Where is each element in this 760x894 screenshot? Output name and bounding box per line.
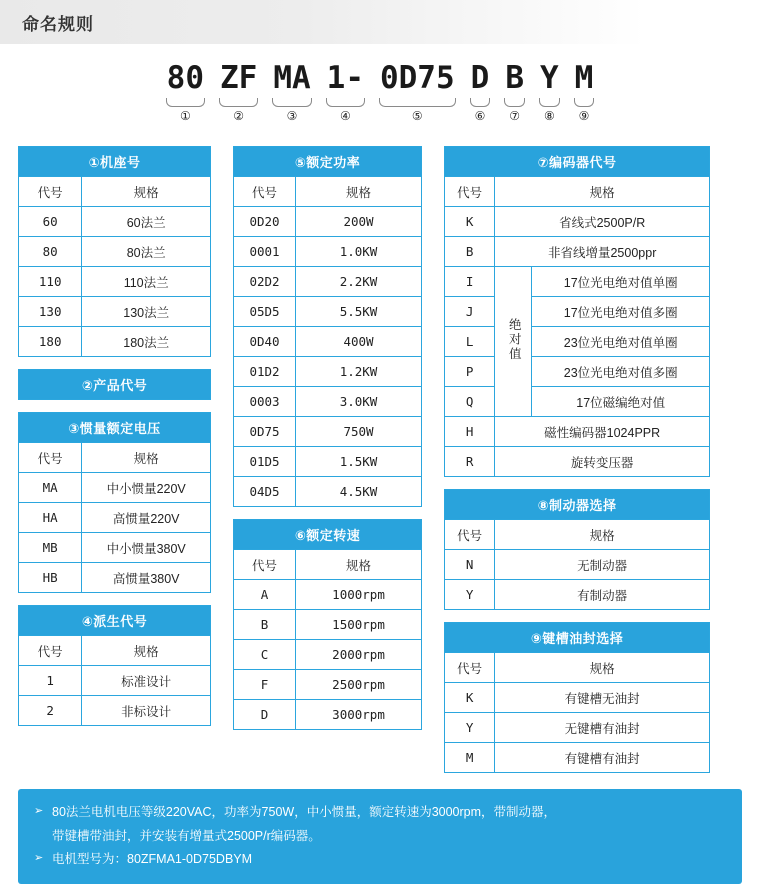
note-line-1: ➢ 80法兰电机电压等级220VAC，功率为750W，中小惯量，额定转速为3000rpm，带制动器，	[52, 801, 732, 825]
code-segment-index: ④	[339, 109, 351, 123]
table-caption: ⑧制动器选择	[445, 490, 710, 520]
table-row: 80 80法兰	[19, 237, 211, 267]
table-caption: ③惯量额定电压	[19, 413, 211, 443]
spec-tables	[0, 138, 760, 773]
table-encoder	[444, 146, 710, 477]
table-caption: ②产品代号	[19, 370, 211, 400]
model-code-breakdown	[0, 60, 760, 138]
code-segment-brace	[470, 98, 491, 107]
code-segment-4	[319, 60, 372, 123]
code-segment-index: ⑦	[509, 109, 521, 123]
table-row: 01D2 1.2KW	[234, 357, 422, 387]
table-row: 180 180法兰	[19, 327, 211, 357]
table-row: K 有键槽无油封	[445, 683, 710, 713]
code-segment-7	[497, 60, 532, 123]
table-inertia-voltage	[18, 412, 211, 593]
page-title: 命名规则	[22, 14, 94, 34]
code-segment-brace	[326, 98, 365, 107]
code-segment-index: ①	[179, 109, 191, 123]
table-row: 05D5 5.5KW	[234, 297, 422, 327]
column-middle	[233, 146, 422, 730]
table-row: I 绝对值 17位光电绝对值单圈	[445, 267, 710, 297]
table-row: Q 17位磁编绝对值	[445, 387, 710, 417]
code-segment-brace	[166, 98, 205, 107]
code-segment-text: D	[470, 60, 490, 96]
table-caption: ⑥额定转速	[234, 520, 422, 550]
table-row: J 17位光电绝对值多圈	[445, 297, 710, 327]
table-caption: ⑨键槽油封选择	[445, 623, 710, 653]
col-header-spec: 规格	[82, 177, 211, 207]
code-segment-text: ZF	[220, 60, 258, 96]
table-row: 0D40 400W	[234, 327, 422, 357]
table-caption: ⑦编码器代号	[445, 147, 710, 177]
table-row: 0D75 750W	[234, 417, 422, 447]
table-row: 02D2 2.2KW	[234, 267, 422, 297]
code-segment-text: M	[574, 60, 594, 96]
column-left	[18, 146, 211, 726]
note-line-3: ➢ 电机型号为：80ZFMA1-0D75DBYM	[52, 848, 732, 872]
page-header	[0, 0, 760, 44]
table-row: HA 高惯量220V	[19, 503, 211, 533]
table-row: MB 中小惯量380V	[19, 533, 211, 563]
col-header-code: 代号	[19, 177, 82, 207]
col-header-spec: 规格	[296, 177, 422, 207]
table-row: B 1500rpm	[234, 610, 422, 640]
table-row: Y 有制动器	[445, 580, 710, 610]
table-caption: ①机座号	[19, 147, 211, 177]
col-header-spec: 规格	[296, 550, 422, 580]
code-segment-index: ③	[286, 109, 298, 123]
column-right	[444, 146, 710, 773]
table-row: 60 60法兰	[19, 207, 211, 237]
table-rated-speed	[233, 519, 422, 730]
table-row: 01D5 1.5KW	[234, 447, 422, 477]
table-row: 04D5 4.5KW	[234, 477, 422, 507]
note-line-2: 带键槽带油封，并安装有增量式2500P/r编码器。	[52, 828, 321, 843]
code-segment-8	[532, 60, 567, 123]
table-product-code	[18, 369, 211, 400]
code-segment-brace	[219, 98, 258, 107]
code-segment-text: 0D75	[379, 60, 455, 96]
code-segment-6	[463, 60, 498, 123]
code-segment-3	[265, 60, 318, 123]
table-row: D 3000rpm	[234, 700, 422, 730]
col-header-spec: 规格	[495, 653, 710, 683]
col-header-code: 代号	[445, 520, 495, 550]
code-segment-index: ⑧	[543, 109, 555, 123]
col-header-spec: 规格	[495, 520, 710, 550]
code-segment-text: B	[505, 60, 524, 96]
example-note	[18, 789, 742, 884]
code-segment-brace	[539, 98, 560, 107]
table-row: 1 标准设计	[19, 666, 211, 696]
table-row: Y 无键槽有油封	[445, 713, 710, 743]
code-segment-brace	[272, 98, 311, 107]
table-row: 130 130法兰	[19, 297, 211, 327]
col-header-code: 代号	[19, 636, 82, 666]
code-segment-text: 1-	[326, 60, 364, 96]
col-header-code: 代号	[445, 653, 495, 683]
table-row: R 旋转变压器	[445, 447, 710, 477]
table-keyway-seal	[444, 622, 710, 773]
code-segment-brace	[504, 98, 525, 107]
col-header-code: 代号	[234, 177, 296, 207]
table-row: F 2500rpm	[234, 670, 422, 700]
code-segment-brace	[574, 98, 595, 107]
table-row: 0003 3.0KW	[234, 387, 422, 417]
table-frame-size	[18, 146, 211, 357]
code-segment-index: ②	[233, 109, 245, 123]
code-segment-index: ⑨	[578, 109, 590, 123]
col-header-code: 代号	[445, 177, 495, 207]
col-header-spec: 规格	[495, 177, 710, 207]
table-row: M 有键槽有油封	[445, 743, 710, 773]
encoder-group-label: 绝对值	[495, 267, 532, 417]
table-row: A 1000rpm	[234, 580, 422, 610]
code-segment-1	[159, 60, 212, 123]
code-segment-index: ⑥	[474, 109, 486, 123]
table-row: 0001 1.0KW	[234, 237, 422, 267]
code-segment-2	[212, 60, 265, 123]
col-header-code: 代号	[19, 443, 82, 473]
col-header-spec: 规格	[82, 443, 211, 473]
table-caption: ⑤额定功率	[234, 147, 422, 177]
table-caption: ④派生代号	[19, 606, 211, 636]
table-row: MA 中小惯量220V	[19, 473, 211, 503]
table-row: L 23位光电绝对值单圈	[445, 327, 710, 357]
code-segment-text: MA	[273, 60, 311, 96]
table-row: HB 高惯量380V	[19, 563, 211, 593]
code-segment-text: 80	[166, 60, 204, 96]
col-header-code: 代号	[234, 550, 296, 580]
col-header-spec: 规格	[82, 636, 211, 666]
code-segment-brace	[379, 98, 456, 107]
code-segment-index: ⑤	[411, 109, 423, 123]
table-row: N 无制动器	[445, 550, 710, 580]
table-row: B 非省线增量2500ppr	[445, 237, 710, 267]
table-row: 110 110法兰	[19, 267, 211, 297]
table-row: 2 非标设计	[19, 696, 211, 726]
table-row: C 2000rpm	[234, 640, 422, 670]
table-row: 0D20 200W	[234, 207, 422, 237]
table-brake	[444, 489, 710, 610]
code-segment-5	[372, 60, 463, 123]
model-code-row	[0, 60, 760, 123]
table-derivative-code	[18, 605, 211, 726]
table-rated-power	[233, 146, 422, 507]
table-row: K 省线式2500P/R	[445, 207, 710, 237]
code-segment-text: Y	[539, 60, 559, 96]
code-segment-9	[567, 60, 602, 123]
table-row: H 磁性编码器1024PPR	[445, 417, 710, 447]
table-row: P 23位光电绝对值多圈	[445, 357, 710, 387]
